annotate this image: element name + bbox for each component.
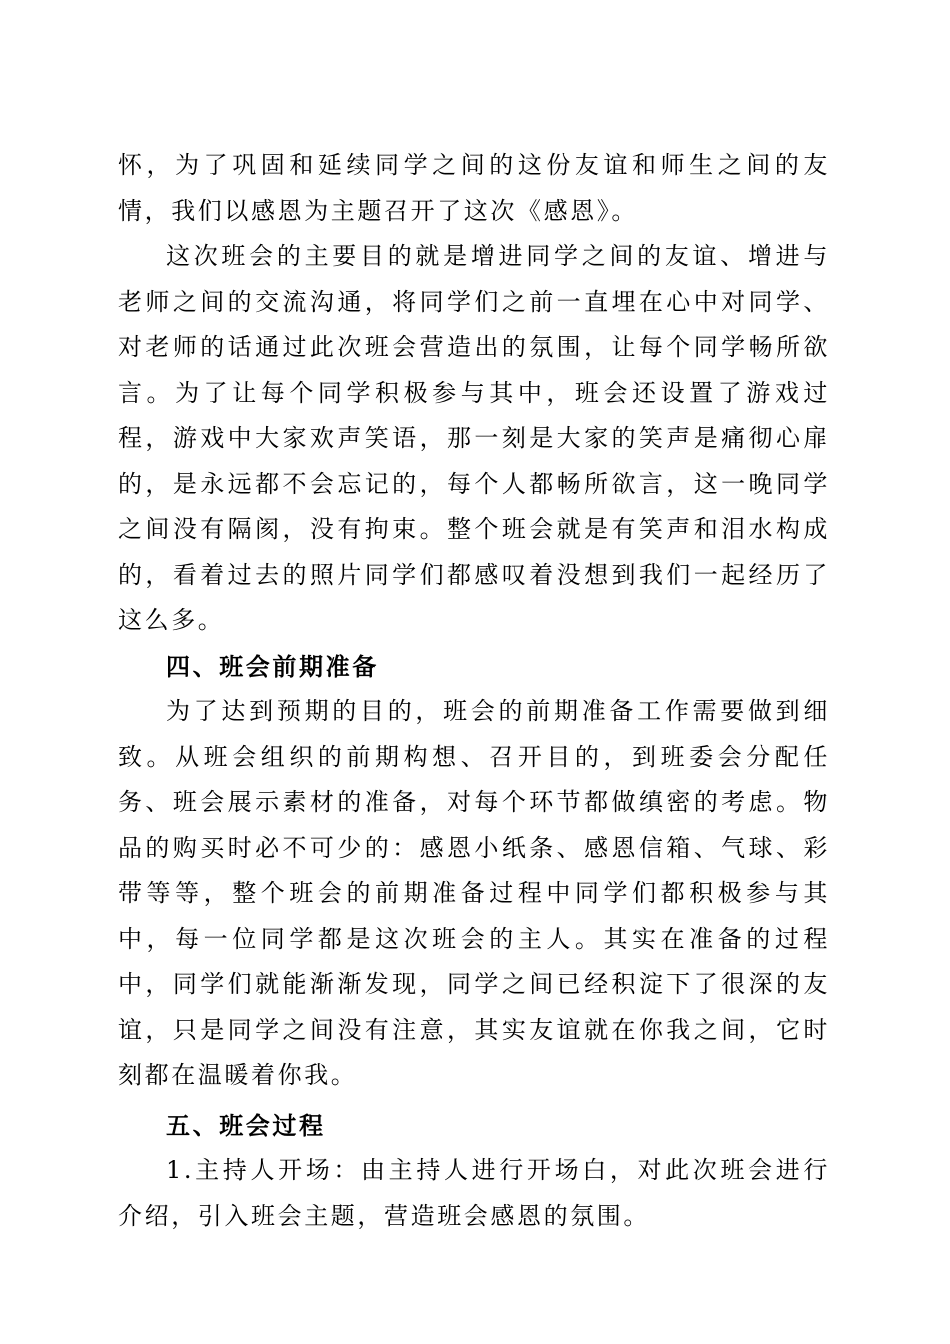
- paragraph-intro-continuation: 怀，为了巩固和延续同学之间的这份友谊和师生之间的友情，我们以感恩为主题召开了这次《感恩》。: [118, 151, 830, 225]
- document-page: [118, 143, 830, 1239]
- section-heading-process: 五、班会过程: [166, 1110, 326, 1140]
- section-heading-preparation: 四、班会前期准备: [166, 651, 379, 681]
- paragraph-host-opening: 1.主持人开场：由主持人进行开场白，对此次班会进行介绍，引入班会主题，营造班会感恩的氛围。: [118, 1156, 830, 1230]
- paragraph-meeting-purpose: 这次班会的主要目的就是增进同学之间的友谊、增进与老师之间的交流沟通，将同学们之前一直埋在心中对同学、对老师的话通过此次班会营造出的氛围，让每个同学畅所欲言。为了让每个同学积极参与其中，班会还设置了游戏过程，游戏中大家欢声笑语，那一刻是大家的笑声是痛彻心扉的，是永远都不会忘记的，每个人都畅所欲言，这一晚同学之间没有隔阂，没有拘束。整个班会就是有笑声和泪水构成的，看着过去的照片同学们都感叹着没想到我们一起经历了这么多。: [118, 242, 830, 634]
- paragraph-preparation: 为了达到预期的目的，班会的前期准备工作需要做到细致。从班会组织的前期构想、召开目的，到班委会分配任务、班会展示素材的准备，对每个环节都做缜密的考虑。物品的购买时必不可少的：感恩小纸条、感恩信箱、气球、彩带等等，整个班会的前期准备过程中同学们都积极参与其中，每一位同学都是这次班会的主人。其实在准备的过程中，同学们就能渐渐发现，同学之间已经积淀下了很深的友谊，只是同学之间没有注意，其实友谊就在你我之间，它时刻都在温暖着你我。: [118, 697, 830, 1089]
